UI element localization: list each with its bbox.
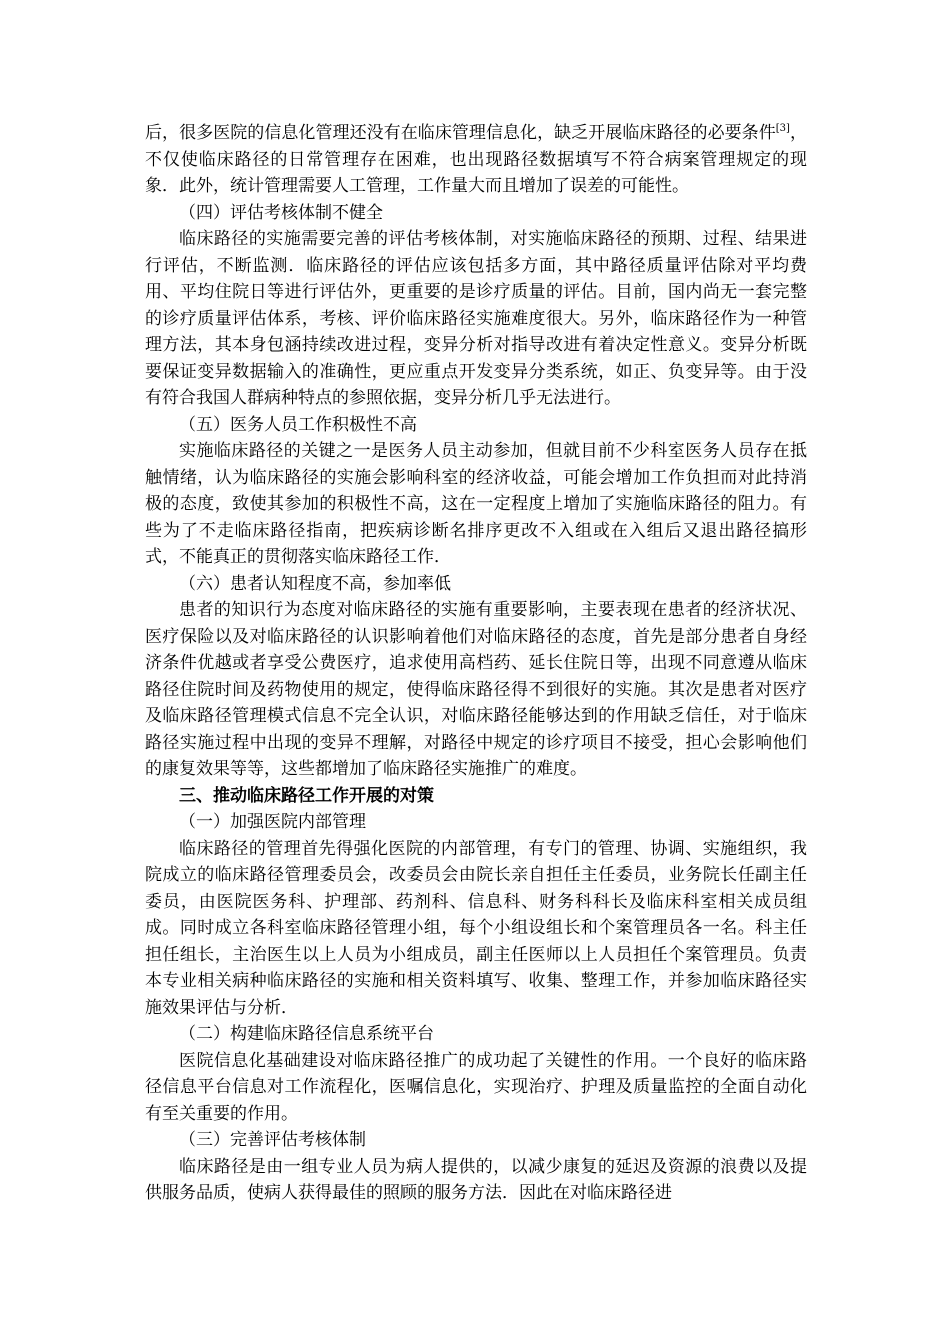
- subsection-heading-2: （二）构建临床路径信息系统平台: [179, 1024, 434, 1044]
- section-heading-5: （五）医务人员工作积极性不高: [179, 414, 417, 435]
- chapter-heading-3: 三、推动临床路径工作开展的对策: [179, 785, 434, 806]
- subsection-heading-3: （三）完善评估考核体制: [179, 1130, 366, 1150]
- paragraph-assessment: 临床路径是由一组专业人员为病人提供的，以减少康复的延迟及资源的浪费以及提供服务品质，使病人获得最佳的照顾的服务方法．因此在对临床路径进: [145, 1156, 807, 1203]
- section-heading-4: （四）评估考核体制不健全: [179, 202, 383, 223]
- subsection-heading-1: （一）加强医院内部管理: [179, 812, 366, 832]
- paragraph-staff: 实施临床路径的关键之一是医务人员主动参加，但就目前不少科室医务人员存在抵触情绪，认为临床路径的实施会影响科室的经济收益，可能会增加工作负担而对此持消极的态度，致使其参加的积极性不高，这在一定程度上增加了实施临床路径的阻力。有些为了不走临床路径指南，把疾病诊断名排序更改不入组或在入组后又退出路径搞形式，不能真正的贯彻落实临床路径工作．: [145, 441, 807, 567]
- paragraph-internal-management: 临床路径的管理首先得强化医院的内部管理，有专门的管理、协调、实施组织，我院成立的临床路径管理委员会，改委员会由院长亲自担任主任委员，业务院长任副主任委员，由医院医务科、护理部、药剂科、信息科、财务科科长及临床科室相关成员组成。同时成立各科室临床路径管理小组，每个小组设组长和个案管理员各一名。科主任担任组长，主治医生以上人员为小组成员，副主任医师以上人员担任个案管理员。负责本专业相关病种临床路径的实施和相关资料填写、收集、整理工作，并参加临床路径实施效果评估与分析．: [145, 838, 807, 1018]
- document-body: [145, 120, 807, 1207]
- paragraph-info-platform: 医院信息化基础建设对临床路径推广的成功起了关键性的作用。一个良好的临床路径信息平台信息对工作流程化，医嘱信息化，实现治疗、护理及质量监控的全面自动化有至关重要的作用。: [145, 1050, 807, 1124]
- section-heading-6: （六）患者认知程度不高，参加率低: [179, 573, 451, 594]
- citation-ref: [3]: [775, 123, 790, 134]
- paragraph-evaluation: 临床路径的实施需要完善的评估考核体制，对实施临床路径的预期、过程、结果进行评估，不断监测．临床路径的评估应该包括多方面，其中路径质量评估除对平均费用、平均住院日等进行评估外，更重要的是诊疗质量的评估。目前，国内尚无一套完整的诊疗质量评估体系，考核、评价临床路径实施难度很大。另外，临床路径作为一种管理方法，其本身包涵持续改进过程，变异分析对指导改进有着决定性意义。变异分析既要保证变异数据输入的准确性，更应重点开发变异分类系统，如正、负变异等。由于没有符合我国人群病种特点的参照依据，变异分析几乎无法进行。: [145, 229, 807, 408]
- paragraph-informatization: 后，很多医院的信息化管理还没有在临床管理信息化，缺乏开展临床路径的必要条件[3]，不仅使临床路径的日常管理存在困难，也出现路径数据填写不符合病案管理规定的现象．此外，统计管理需要人工管理，工作量大而且增加了误差的可能性。: [145, 123, 808, 196]
- paragraph-patients: 患者的知识行为态度对临床路径的实施有重要影响，主要表现在患者的经济状况、医疗保险以及对临床路径的认识影响着他们对临床路径的态度，首先是部分患者自身经济条件优越或者享受公费医疗，追求使用高档药、延长住院日等，出现不同意遵从临床路径住院时间及药物使用的规定，使得临床路径得不到很好的实施。其次是患者对医疗及临床路径管理模式信息不完全认识，对临床路径能够达到的作用缺乏信任，对于临床路径实施过程中出现的变异不理解，对路径中规定的诊疗项目不接受，担心会影响他们的康复效果等等，这些都增加了临床路径实施推广的难度。: [145, 600, 807, 779]
